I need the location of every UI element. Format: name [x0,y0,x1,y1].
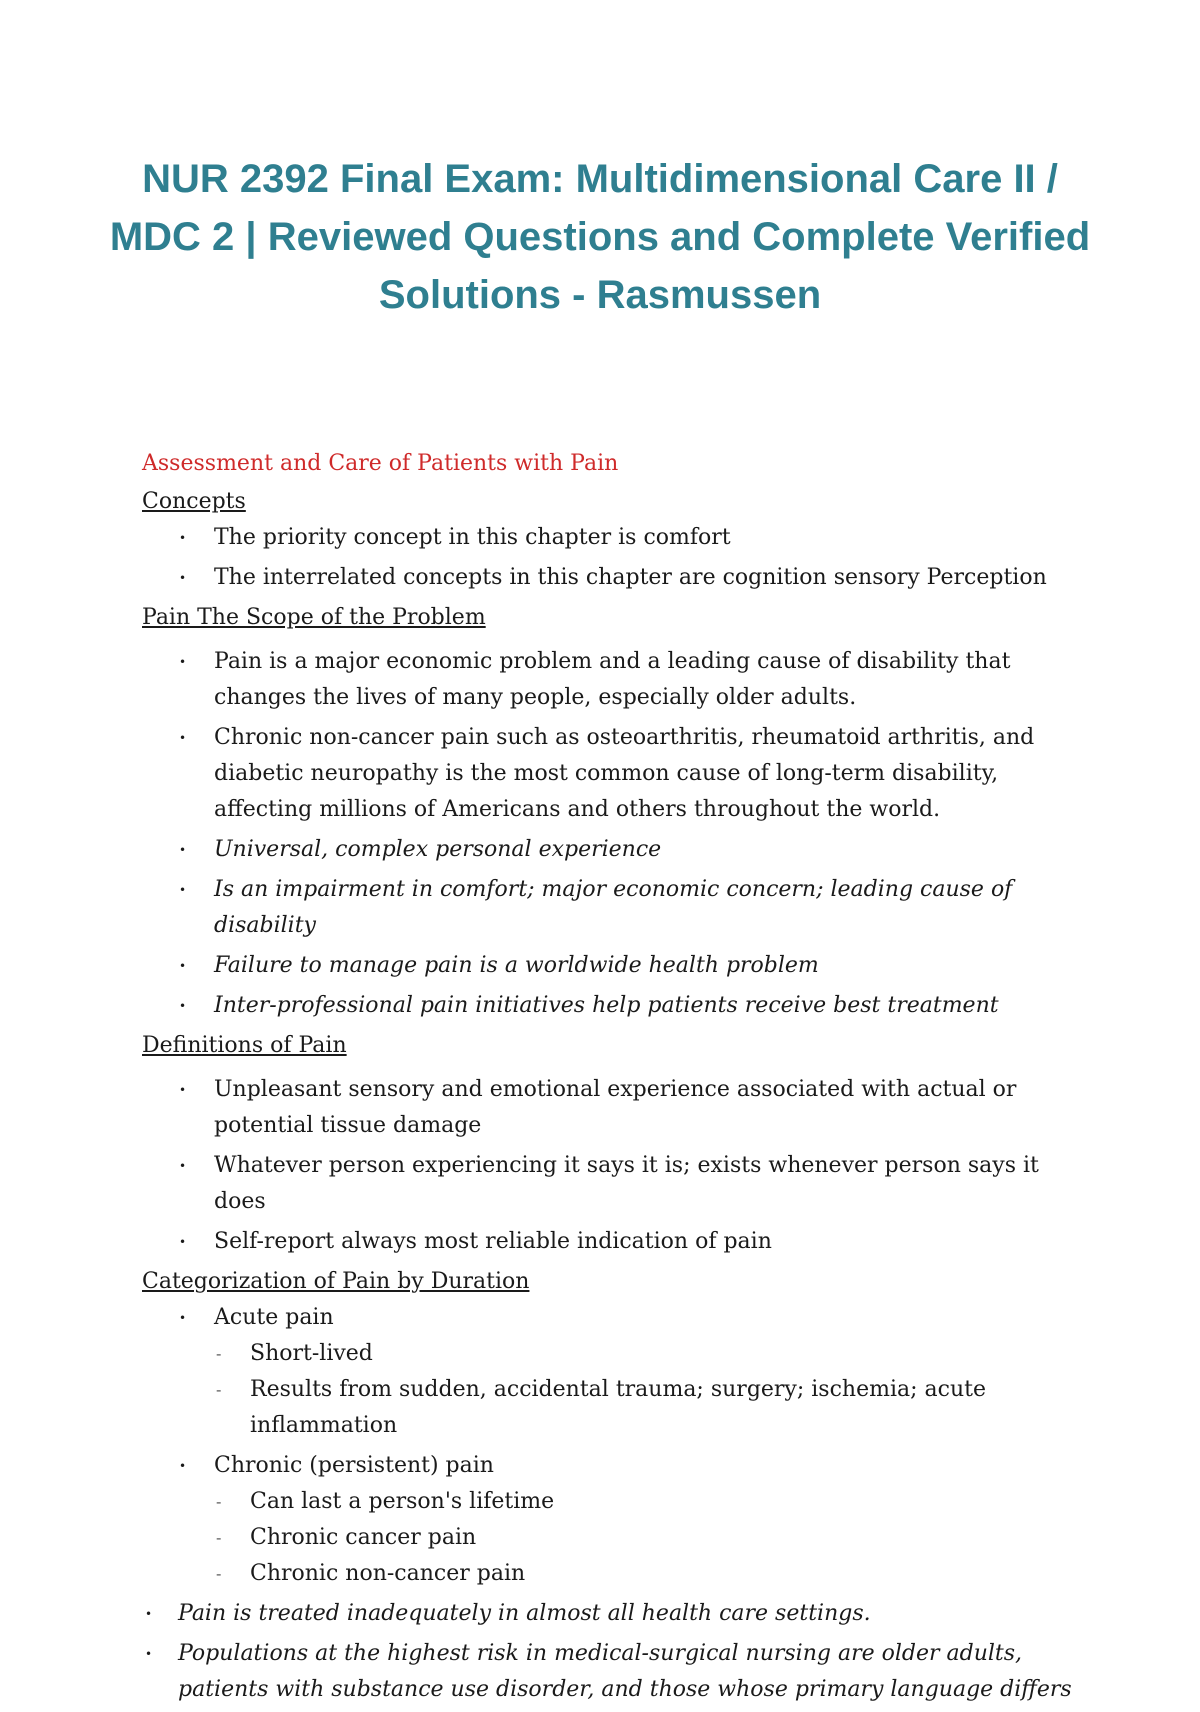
list-item-chronic [142,1448,1072,1592]
acute-pain-label: Acute pain [214,1305,334,1330]
document-body [142,446,1072,1712]
concepts-list [142,520,1072,596]
acute-pain-sublist [214,1336,1072,1444]
sub-list-item: - Short-lived [214,1336,1072,1372]
list-item: • Chronic non-cancer pain such as osteoarthritis, rheumatoid arthritis, and diabetic neuropathy is the most common cause of long-term disability, affecting millions of Americans and others throughout the world. [142,720,1072,828]
scope-heading: Pain The Scope of the Problem [142,605,486,630]
list-item: • Pain is a major economic problem and a leading cause of disability that changes the lives of many people, especially older adults. [142,644,1072,716]
chronic-pain-label: Chronic (persistent) pain [214,1453,494,1478]
duration-heading: Categorization of Pain by Duration [142,1269,530,1294]
sub-list-item: - Chronic non-cancer pain [214,1556,1072,1592]
list-item: • Inter-professional pain initiatives help patients receive best treatment [142,988,1072,1024]
closing-list [142,1596,1072,1708]
definitions-heading: Definitions of Pain [142,1033,347,1058]
list-item: • Is an impairment in comfort; major economic concern; leading cause of disability [142,872,1072,944]
list-item: • The priority concept in this chapter is comfort [142,520,1072,556]
list-item: • Populations at the highest risk in medical-surgical nursing are older adults, patients with substance use disorder, and those whose primary language differs [142,1636,1072,1708]
list-item-acute [142,1300,1072,1444]
list-item: • Unpleasant sensory and emotional experience associated with actual or potential tissue damage [142,1072,1072,1144]
document-title: NUR 2392 Final Exam: Multidimensional Care II / MDC 2 | Reviewed Questions and Complete Verified Solutions - Rasmussen [109,157,1091,317]
scope-list [142,644,1072,1024]
list-item: • Self-report always most reliable indication of pain [142,1224,1072,1260]
duration-list [142,1300,1072,1592]
definitions-list [142,1072,1072,1260]
list-item: • Universal, complex personal experience [142,832,1072,868]
concepts-heading: Concepts [142,489,246,514]
list-item: • Whatever person experiencing it says it is; exists whenever person says it does [142,1148,1072,1220]
list-item: • Failure to manage pain is a worldwide health problem [142,948,1072,984]
chronic-pain-sublist [214,1484,1072,1592]
sub-list-item: - Results from sudden, accidental trauma; surgery; ischemia; acute inflammation [214,1372,1072,1444]
sub-list-item: - Chronic cancer pain [214,1520,1072,1556]
list-item: • Pain is treated inadequately in almost all health care settings. [142,1596,1072,1632]
section-heading: Assessment and Care of Patients with Pain [142,451,619,476]
list-item: • The interrelated concepts in this chapter are cognition sensory Perception [142,560,1072,596]
sub-list-item: - Can last a person's lifetime [214,1484,1072,1520]
